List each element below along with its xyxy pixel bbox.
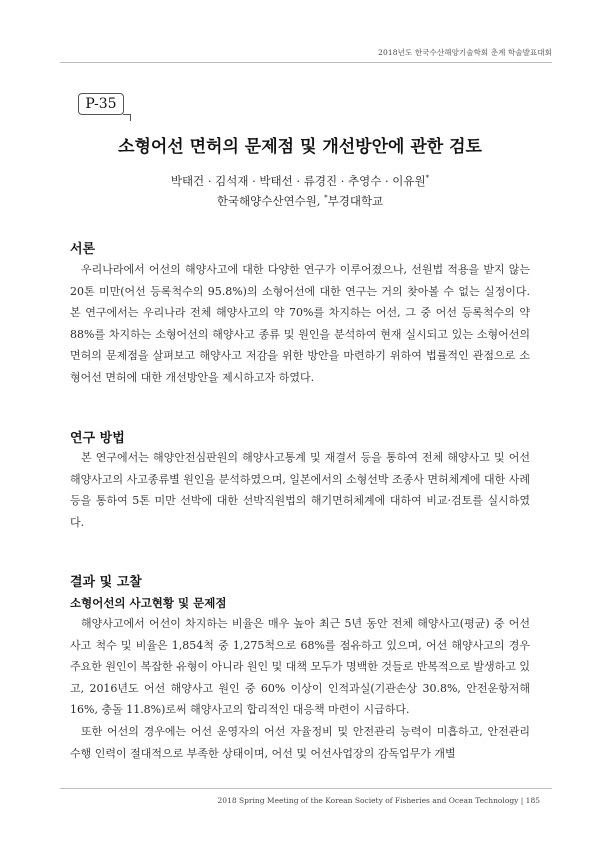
header-rule bbox=[60, 62, 552, 63]
results-paragraph-2: 또한 어선의 경우에는 어선 운영자의 어선 자율정비 및 안전관리 능력이 미흡하고, 안전관리 수행 인력이 절대적으로 부족한 상태이며, 어선 및 어선사업장의 감독업무가 개별 bbox=[70, 725, 530, 760]
section-heading-intro: 서론 bbox=[70, 242, 96, 257]
methods-paragraph: 본 연구에서는 해양안전심판원의 해양사고통계 및 재결서 등을 통하여 전체 해양사고 및 어선해양사고의 사고종류별 원인을 분석하였으며, 일본에서의 소형선박 조종사 면허체계에 대한 사례 등을 통하여 5톤 미만 선박에 대한 선박직원법의 해기면허체계에 대하여 비교·검토를 실시하였다. bbox=[70, 451, 531, 529]
section-heading-results: 결과 및 고찰 bbox=[70, 575, 142, 590]
running-head: 2018년도 한국수산해양기술학회 춘계 학술발표대회 bbox=[378, 48, 552, 57]
affiliation bbox=[0, 193, 600, 209]
affiliation-main: 한국해양수산연수원, bbox=[216, 194, 325, 208]
intro-paragraph: 우리나라에서 어선의 해양사고에 대한 다양한 연구가 이루어졌으나, 선원법 적용을 받지 않는 20톤 미만(어선 등록척수의 95.8%)의 소형어선에 대한 연구는 거의 찾아볼 수 없는 실정이다. 본 연구에서는 우리나라 전체 해양사고의 약 70%를 차지하는 어선, 그 중 어선 등록척수의 약 88%를 차지하는 소형어선의 해양사고 종류 및 원인을 분석하여 현재 실시되고 있는 소형어선의 면허의 문제점을 살펴보고 해양사고 저감을 위한 방안을 마련하기 위하여 법률적인 관점으로 소형어선 면허에 대한 개선방안을 제시하고자 하였다. bbox=[70, 263, 530, 384]
poster-id-badge: P-35 bbox=[78, 93, 124, 115]
results-paragraph-1: 해양사고에서 어선이 차지하는 비율은 매우 높아 최근 5년 동안 전체 해양사고(평균) 중 어선사고 척수 및 비율은 1,854척 중 1,275척으로 68%를 점유하고 있으며, 어선 해양사고의 경우 주요한 원인이 복잡한 유형이 아니라 원인 및 대책 모두가 명백한 것들로 반복적으로 발생하고 있고, 2016년도 어선 해양사고 원인 중 60% 이상이 인적과실(기관손상 30.8%, 안전운항저해 16%, 충돌 11.8%)로써 해양사고의 합리적인 대응책 마련이 시급하다. bbox=[70, 617, 530, 717]
affiliation-mark: * bbox=[324, 194, 328, 203]
paper-title: 소형어선 면허의 문제점 및 개선방안에 관한 검토 bbox=[118, 137, 482, 157]
badge-corner-decoration bbox=[123, 114, 131, 121]
author-names: 박태건 · 김석재 · 박태선 · 류경진 · 추영수 · 이유원 bbox=[170, 174, 426, 188]
author-mark: * bbox=[425, 174, 430, 183]
affiliation-second: 부경대학교 bbox=[327, 194, 384, 208]
subsection-heading-accidents: 소형어선의 사고현황 및 문제점 bbox=[70, 596, 227, 610]
author-list bbox=[0, 173, 600, 189]
page-footer: 2018 Spring Meeting of the Korean Society of Fisheries and Ocean Technology | 185 bbox=[217, 796, 540, 805]
footer-rule bbox=[60, 788, 552, 789]
section-heading-methods: 연구 방법 bbox=[70, 431, 125, 446]
